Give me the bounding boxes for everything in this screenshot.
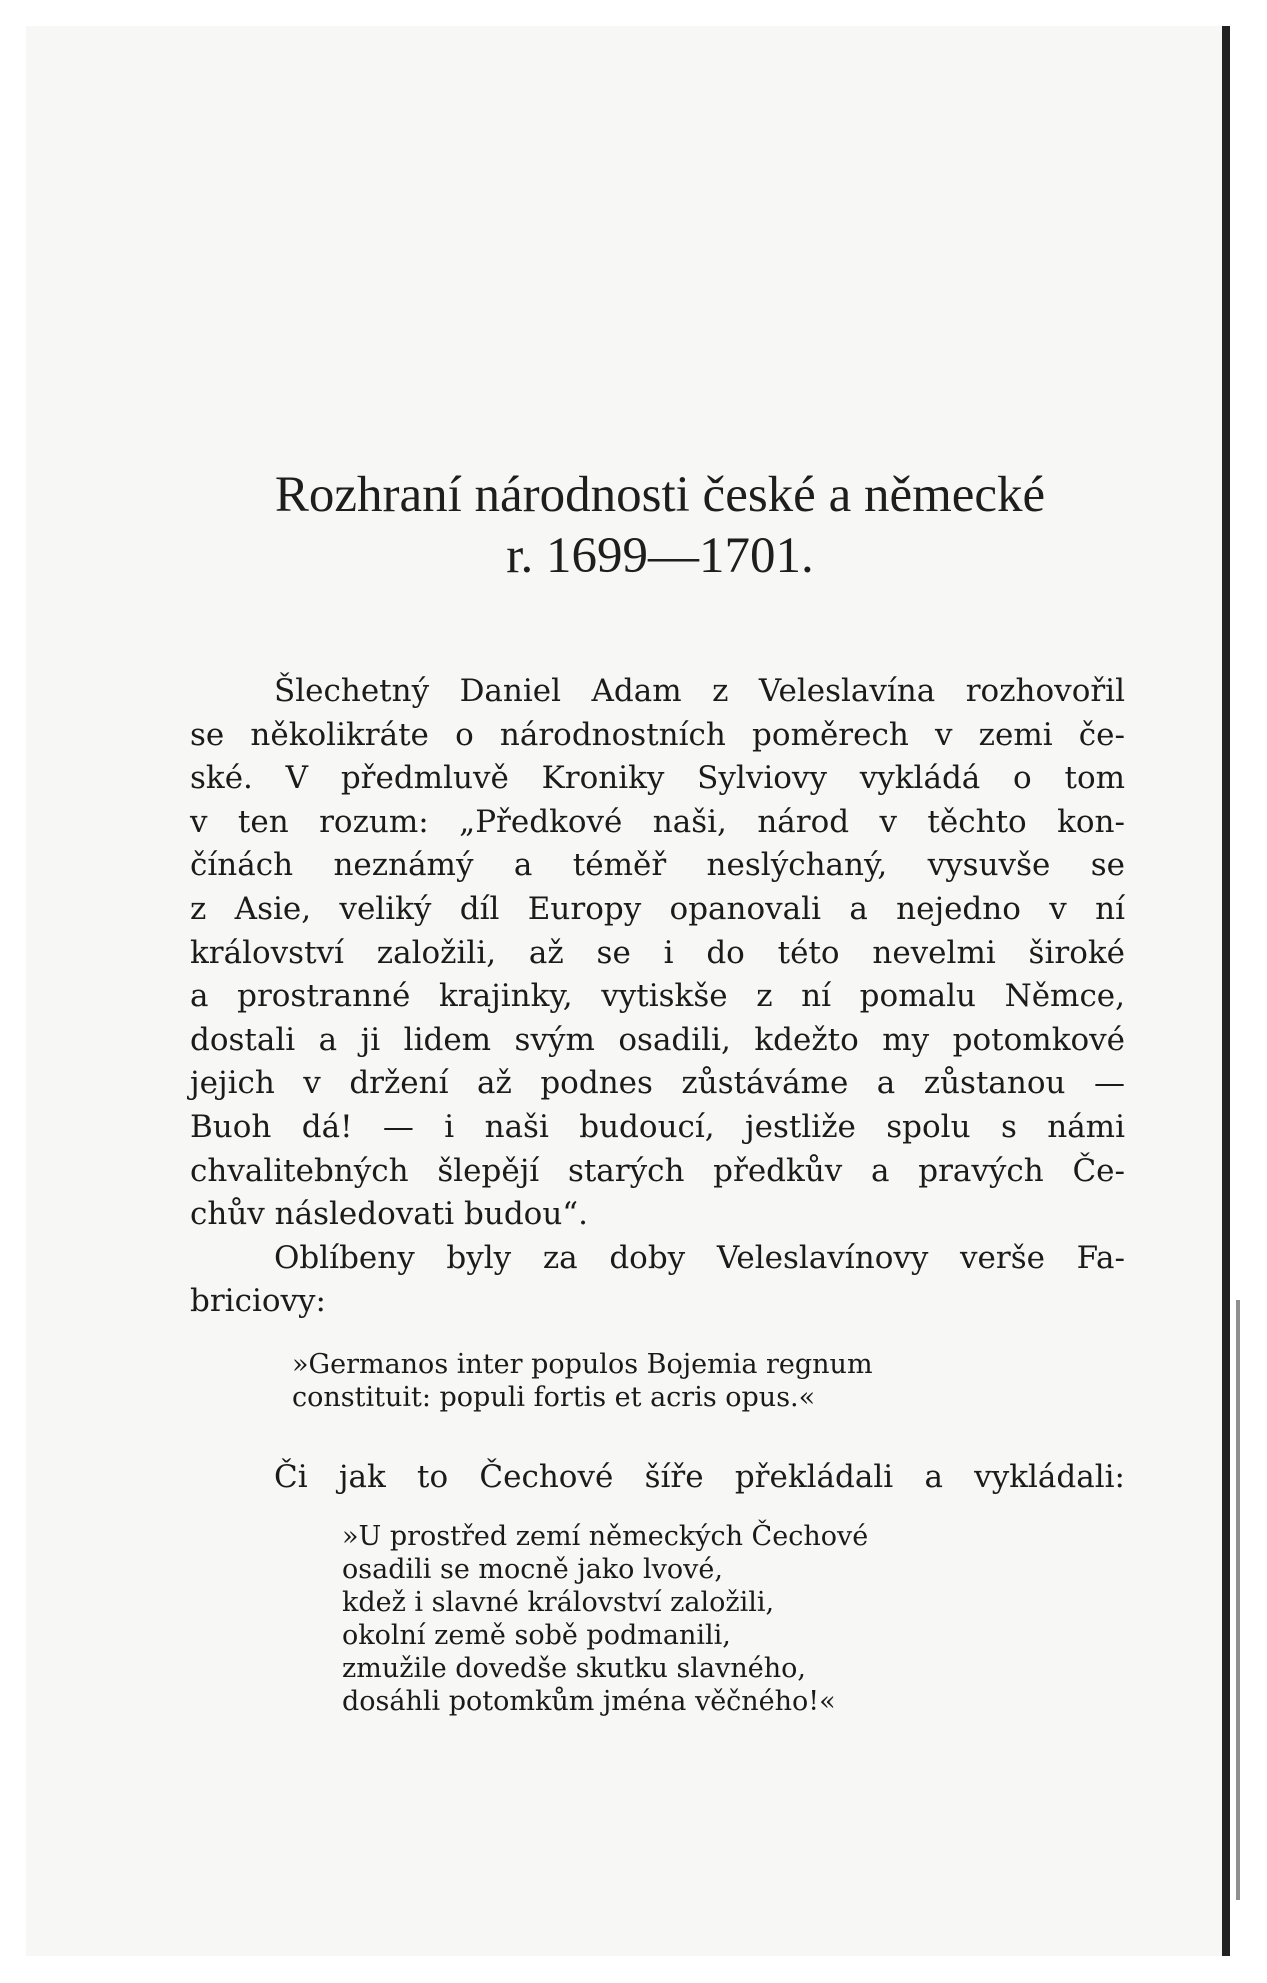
- page-edge-shadow: [1222, 26, 1230, 1956]
- text-line: v ten rozum: „Předkové naši, národ v těchto kon-: [190, 803, 1125, 840]
- text-line: briciovy:: [190, 1283, 326, 1320]
- text-line: království založili, až se i do této nevelmi široké: [190, 934, 1125, 971]
- text-line: jejich v držení až podnes zůstáváme a zůstanou —: [190, 1065, 1125, 1102]
- text-line: Buoh dá! — i naši budoucí, jestliže spolu s námi: [190, 1108, 1125, 1145]
- text-line: z Asie, veliký díl Europy opanovali a nejedno v ní: [190, 890, 1125, 927]
- text-line: čínách neznámý a téměř neslýchaný, vysuvše se: [190, 847, 1125, 884]
- text-line: se několikráte o národnostních poměrech v zemi če-: [190, 716, 1125, 753]
- text-line: a prostranné krajinky, vytiskše z ní pomalu Němce,: [190, 978, 1125, 1015]
- text-line: chvalitebných šlepějí starých předkův a pravých Če-: [190, 1152, 1125, 1189]
- verse-line: zmužile dovedše skutku slavného,: [342, 1653, 806, 1684]
- text-line: Či jak to Čechové šíře překládali a vykládali:: [274, 1459, 1125, 1495]
- text-line: dostali a ji lidem svým osadili, kdežto my potomkové: [190, 1021, 1125, 1058]
- verse-line: constituit: populi fortis et acris opus.«: [292, 1382, 816, 1413]
- paragraph-translation-intro: [190, 1456, 1125, 1500]
- chapter-title-line1: Rozhraní národnosti české a německé: [274, 467, 1046, 523]
- text-line: Šlechetný Daniel Adam z Veleslavína rozhovořil: [274, 673, 1125, 709]
- verse-line: osadili se mocně jako lvové,: [342, 1554, 723, 1585]
- chapter-title: [190, 465, 1130, 587]
- verse-line: »U prostřed zemí německých Čechové: [342, 1521, 869, 1552]
- verse-line: dosáhli potomkům jména věčného!«: [342, 1686, 836, 1717]
- text-line: Oblíbeny byly za doby Veleslavínovy verše Fa-: [274, 1239, 1125, 1276]
- text-line: chův následovati budou“.: [190, 1196, 588, 1233]
- chapter-title-line2: r. 1699—1701.: [506, 528, 814, 585]
- page-edge-shadow-lower: [1236, 1300, 1240, 1900]
- czech-verse-quote: [342, 1520, 868, 1718]
- verse-line: kdež i slavné království založili,: [342, 1587, 775, 1618]
- verse-line: »Germanos inter populos Bojemia regnum: [292, 1349, 873, 1380]
- text-line: ské. V předmluvě Kroniky Sylviovy vykládá o tom: [190, 760, 1125, 797]
- latin-verse-quote: [292, 1348, 873, 1414]
- verse-line: okolní země sobě podmanili,: [342, 1620, 731, 1651]
- paragraph-veleslavin: [190, 670, 1125, 1324]
